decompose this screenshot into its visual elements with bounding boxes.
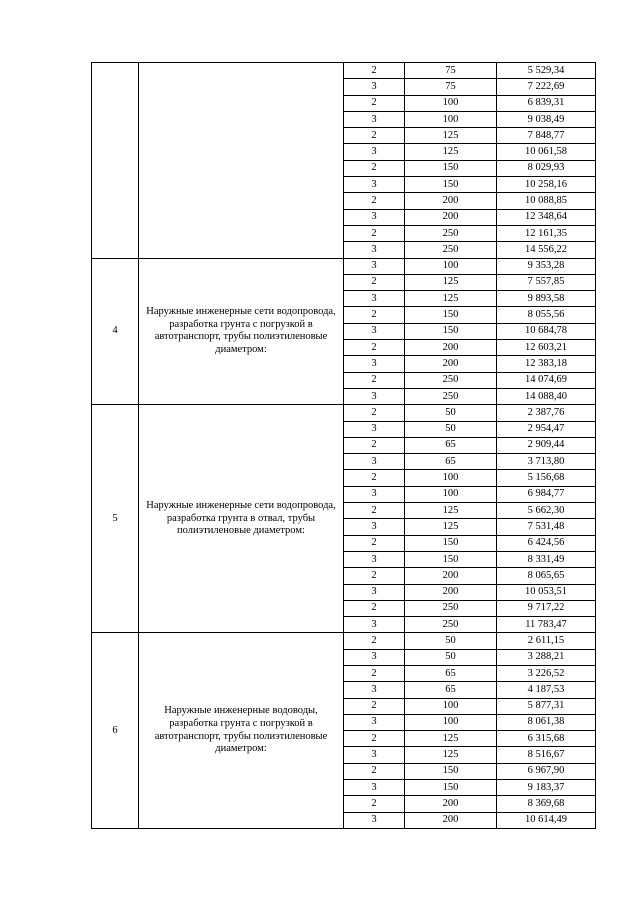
table-row	[92, 63, 596, 79]
diameter-cell: 50	[405, 649, 497, 665]
category-cell: 2	[344, 568, 405, 584]
category-cell: 3	[344, 177, 405, 193]
category-cell: 2	[344, 763, 405, 779]
item-number-cell: 5	[92, 405, 139, 633]
price-cell: 8 055,56	[497, 307, 596, 323]
price-cell: 8 369,68	[497, 796, 596, 812]
diameter-cell: 125	[405, 128, 497, 144]
price-cell: 8 061,38	[497, 714, 596, 730]
price-cell: 7 848,77	[497, 128, 596, 144]
price-cell: 4 187,53	[497, 682, 596, 698]
price-cell: 10 053,51	[497, 584, 596, 600]
price-cell: 3 713,80	[497, 454, 596, 470]
price-cell: 9 893,58	[497, 291, 596, 307]
price-cell: 10 061,58	[497, 144, 596, 160]
category-cell: 2	[344, 225, 405, 241]
diameter-cell: 150	[405, 551, 497, 567]
price-cell: 6 984,77	[497, 486, 596, 502]
price-cell: 5 156,68	[497, 470, 596, 486]
price-cell: 12 383,18	[497, 356, 596, 372]
diameter-cell: 150	[405, 323, 497, 339]
diameter-cell: 100	[405, 714, 497, 730]
diameter-cell: 200	[405, 209, 497, 225]
diameter-cell: 75	[405, 79, 497, 95]
diameter-cell: 150	[405, 307, 497, 323]
price-cell: 11 783,47	[497, 617, 596, 633]
category-cell: 3	[344, 812, 405, 828]
price-cell: 14 088,40	[497, 388, 596, 404]
diameter-cell: 200	[405, 340, 497, 356]
category-cell: 2	[344, 160, 405, 176]
price-cell: 2 909,44	[497, 437, 596, 453]
diameter-cell: 125	[405, 144, 497, 160]
diameter-cell: 250	[405, 388, 497, 404]
category-cell: 3	[344, 421, 405, 437]
category-cell: 3	[344, 486, 405, 502]
diameter-cell: 150	[405, 535, 497, 551]
category-cell: 3	[344, 747, 405, 763]
price-cell: 8 065,65	[497, 568, 596, 584]
diameter-cell: 50	[405, 405, 497, 421]
price-table	[91, 62, 596, 829]
diameter-cell: 200	[405, 812, 497, 828]
category-cell: 3	[344, 519, 405, 535]
diameter-cell: 250	[405, 372, 497, 388]
price-cell: 8 029,93	[497, 160, 596, 176]
work-description-cell: Наружные инженерные водоводы, разработка грунта с погрузкой в автотранспорт, трубы полиэтиленовые диаметром:	[139, 633, 344, 829]
diameter-cell: 65	[405, 454, 497, 470]
price-cell: 6 315,68	[497, 731, 596, 747]
diameter-cell: 150	[405, 177, 497, 193]
category-cell: 3	[344, 242, 405, 258]
category-cell: 2	[344, 274, 405, 290]
diameter-cell: 100	[405, 258, 497, 274]
price-cell: 12 348,64	[497, 209, 596, 225]
diameter-cell: 200	[405, 356, 497, 372]
item-number-cell	[92, 63, 139, 259]
diameter-cell: 65	[405, 682, 497, 698]
table-row	[92, 405, 596, 421]
diameter-cell: 150	[405, 780, 497, 796]
price-cell: 8 331,49	[497, 551, 596, 567]
category-cell: 2	[344, 503, 405, 519]
price-cell: 10 614,49	[497, 812, 596, 828]
category-cell: 2	[344, 405, 405, 421]
category-cell: 3	[344, 258, 405, 274]
diameter-cell: 125	[405, 274, 497, 290]
price-table-body	[92, 63, 596, 829]
diameter-cell: 200	[405, 568, 497, 584]
diameter-cell: 250	[405, 617, 497, 633]
price-cell: 6 839,31	[497, 95, 596, 111]
price-cell: 2 611,15	[497, 633, 596, 649]
category-cell: 3	[344, 291, 405, 307]
price-cell: 7 557,85	[497, 274, 596, 290]
price-cell: 10 088,85	[497, 193, 596, 209]
category-cell: 2	[344, 665, 405, 681]
diameter-cell: 150	[405, 160, 497, 176]
category-cell: 3	[344, 144, 405, 160]
item-number-cell: 6	[92, 633, 139, 829]
price-cell: 12 603,21	[497, 340, 596, 356]
category-cell: 2	[344, 600, 405, 616]
price-cell: 7 222,69	[497, 79, 596, 95]
diameter-cell: 150	[405, 763, 497, 779]
price-cell: 9 353,28	[497, 258, 596, 274]
price-cell: 5 877,31	[497, 698, 596, 714]
category-cell: 2	[344, 95, 405, 111]
diameter-cell: 65	[405, 665, 497, 681]
diameter-cell: 65	[405, 437, 497, 453]
price-cell: 12 161,35	[497, 225, 596, 241]
price-cell: 6 967,90	[497, 763, 596, 779]
category-cell: 2	[344, 731, 405, 747]
category-cell: 3	[344, 649, 405, 665]
category-cell: 3	[344, 682, 405, 698]
price-cell: 10 684,78	[497, 323, 596, 339]
category-cell: 3	[344, 209, 405, 225]
price-cell: 8 516,67	[497, 747, 596, 763]
work-description-cell: Наружные инженерные сети водопровода, разработка грунта с погрузкой в автотранспорт, трубы полиэтиленовые диаметром:	[139, 258, 344, 405]
diameter-cell: 200	[405, 193, 497, 209]
diameter-cell: 125	[405, 291, 497, 307]
price-cell: 14 556,22	[497, 242, 596, 258]
category-cell: 2	[344, 633, 405, 649]
price-cell: 5 529,34	[497, 63, 596, 79]
category-cell: 3	[344, 388, 405, 404]
category-cell: 2	[344, 307, 405, 323]
category-cell: 2	[344, 372, 405, 388]
category-cell: 2	[344, 193, 405, 209]
diameter-cell: 125	[405, 503, 497, 519]
price-cell: 5 662,30	[497, 503, 596, 519]
work-description-cell	[139, 63, 344, 259]
category-cell: 3	[344, 617, 405, 633]
diameter-cell: 75	[405, 63, 497, 79]
price-cell: 3 288,21	[497, 649, 596, 665]
work-description-cell: Наружные инженерные сети водопровода, разработка грунта в отвал, трубы полиэтиленовые диаметром:	[139, 405, 344, 633]
category-cell: 2	[344, 340, 405, 356]
category-cell: 3	[344, 356, 405, 372]
category-cell: 3	[344, 454, 405, 470]
price-cell: 2 387,76	[497, 405, 596, 421]
category-cell: 2	[344, 535, 405, 551]
category-cell: 3	[344, 584, 405, 600]
price-cell: 6 424,56	[497, 535, 596, 551]
category-cell: 3	[344, 111, 405, 127]
category-cell: 3	[344, 323, 405, 339]
price-cell: 9 038,49	[497, 111, 596, 127]
item-number-cell: 4	[92, 258, 139, 405]
price-cell: 14 074,69	[497, 372, 596, 388]
price-cell: 3 226,52	[497, 665, 596, 681]
diameter-cell: 50	[405, 633, 497, 649]
category-cell: 2	[344, 437, 405, 453]
diameter-cell: 50	[405, 421, 497, 437]
price-cell: 2 954,47	[497, 421, 596, 437]
table-row	[92, 258, 596, 274]
category-cell: 3	[344, 551, 405, 567]
category-cell: 2	[344, 796, 405, 812]
diameter-cell: 100	[405, 470, 497, 486]
diameter-cell: 200	[405, 584, 497, 600]
table-row	[92, 633, 596, 649]
diameter-cell: 250	[405, 600, 497, 616]
category-cell: 3	[344, 79, 405, 95]
category-cell: 3	[344, 780, 405, 796]
price-cell: 7 531,48	[497, 519, 596, 535]
category-cell: 3	[344, 714, 405, 730]
diameter-cell: 250	[405, 225, 497, 241]
diameter-cell: 125	[405, 519, 497, 535]
price-cell: 9 717,22	[497, 600, 596, 616]
diameter-cell: 200	[405, 796, 497, 812]
diameter-cell: 100	[405, 486, 497, 502]
price-cell: 10 258,16	[497, 177, 596, 193]
diameter-cell: 125	[405, 747, 497, 763]
category-cell: 2	[344, 698, 405, 714]
diameter-cell: 100	[405, 698, 497, 714]
price-cell: 9 183,37	[497, 780, 596, 796]
category-cell: 2	[344, 470, 405, 486]
diameter-cell: 250	[405, 242, 497, 258]
diameter-cell: 125	[405, 731, 497, 747]
diameter-cell: 100	[405, 111, 497, 127]
category-cell: 2	[344, 128, 405, 144]
diameter-cell: 100	[405, 95, 497, 111]
category-cell: 2	[344, 63, 405, 79]
